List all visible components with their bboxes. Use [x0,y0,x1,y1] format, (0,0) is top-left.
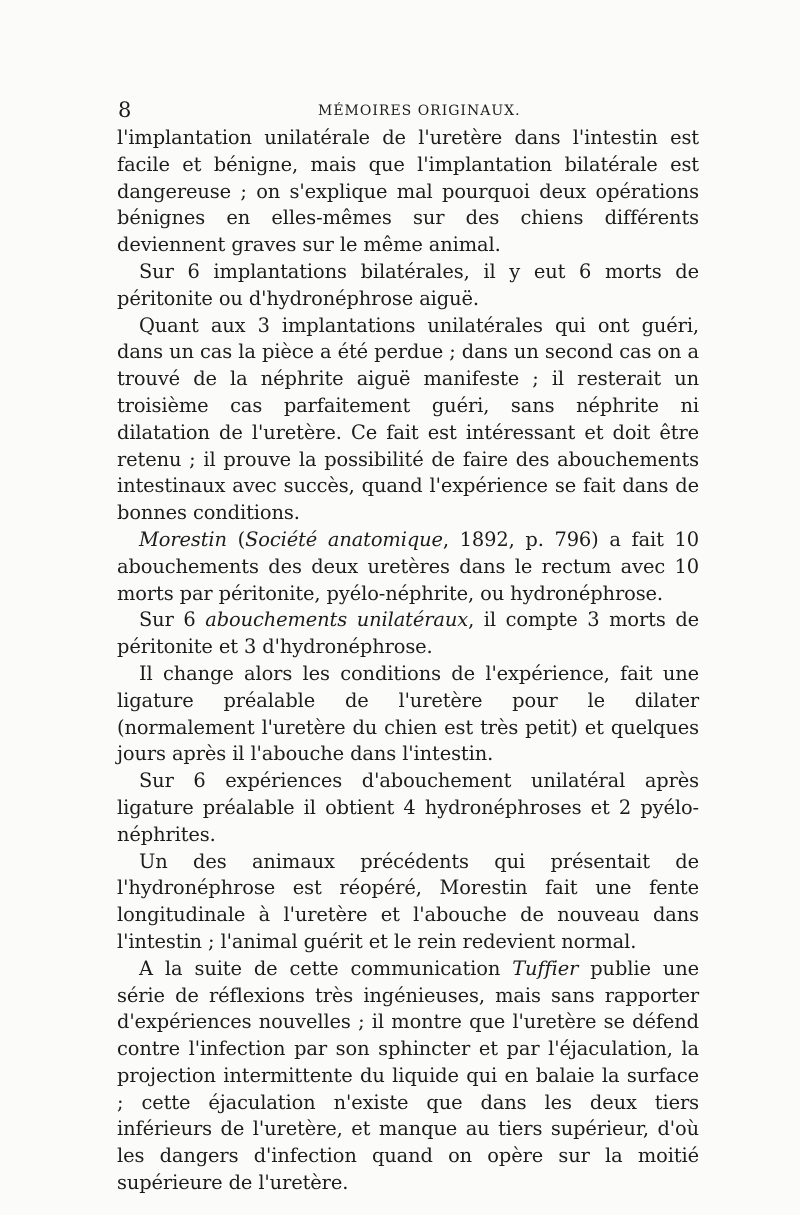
paragraph-7-text: Sur 6 expériences d'abouchement unilatéral après ligature préalable il obtient 4 hydronéphroses et 2 pyélo-néphrites. [117,769,699,846]
paragraph-8 [117,849,699,956]
paragraph-5-text: , il compte 3 morts de péritonite et 3 d'hydronéphrose. [117,608,700,659]
paragraph-8-text: Un des animaux précédents qui présentait de l'hydronéphrose est réopéré, Morestin fait une fente longitudinale à l'uretère et l'abouche de nouveau dans l'intestin ; l'animal guérit et le rein redevient normal. [117,849,699,953]
paragraph-5-lead: Sur 6 [139,608,206,632]
paragraph-4 [117,527,699,607]
citation-open-paren: ( [226,527,246,551]
paragraph-7 [117,768,699,848]
paragraph-5-emphasis: abouchements unilatéraux [205,608,469,632]
author-name-morestin: Morestin [139,527,227,551]
page-number: 8 [118,98,132,122]
paragraph-2-text: Sur 6 implantations bilatérales, il y eut 6 morts de péritonite ou d'hydronéphrose aiguë. [117,259,699,310]
body-text [117,125,699,1197]
paragraph-2 [117,259,699,313]
paragraph-9-text: publie une série de réflexions très ingénieuses, mais sans rapporter d'expériences nouvelles ; il montre que l'uretère se défend contre l'infection par son sphincter et par l'éjaculation, la projection intermittente du liquide qui en balaie la surface ; cette éjaculation n'existe que dans les deux tiers inférieurs de l'uretère, et manque au tiers supérieur, d'où les dangers d'infection quand on opère sur la moitié supérieure de l'uretère. [117,956,699,1195]
paragraph-3-text: Quant aux 3 implantations unilatérales qui ont guéri, dans un cas la pièce a été perdue ; dans un second cas on a trouvé de la néphrite aiguë manifeste ; il resterait un troisième cas parfaitement guéri, sans néphrite ni dilatation de l'uretère. Ce fait est intéressant et doit être retenu ; il prouve la possibilité de faire des abouchements intestinaux avec succès, quand l'expérience se fait dans de bonnes conditions. [117,313,699,525]
citation-source: Société anatomique [245,527,443,551]
paragraph-1-text: l'implantation unilatérale de l'uretère dans l'intestin est facile et bénigne, mais que l'implantation bilatérale est dangereuse ; on s'explique mal pourquoi deux opérations bénignes en elles-mêmes sur des chiens différents deviennent graves sur le même animal. [117,126,699,257]
paragraph-6 [117,661,699,768]
paragraph-1 [117,125,699,259]
paragraph-4-text: , 1892, p. 796) a fait 10 abouchements des deux uretères dans le rectum avec 10 morts par péritonite, pyélo-néphrite, ou hydronéphrose. [117,527,700,605]
paragraph-9 [117,956,699,1197]
page-header [118,98,698,122]
paragraph-3 [117,313,699,527]
paragraph-5 [117,607,699,661]
running-title: MÉMOIRES ORIGINAUX. [318,103,521,119]
paragraph-6-text: Il change alors les conditions de l'expérience, fait une ligature préalable de l'uretère pour le dilater (normalement l'uretère du chien est très petit) et quelques jours après il l'abouche dans l'intestin. [117,661,699,766]
author-name-tuffier: Tuffier [512,956,579,980]
paragraph-9-lead: A la suite de cette communication [139,956,513,980]
